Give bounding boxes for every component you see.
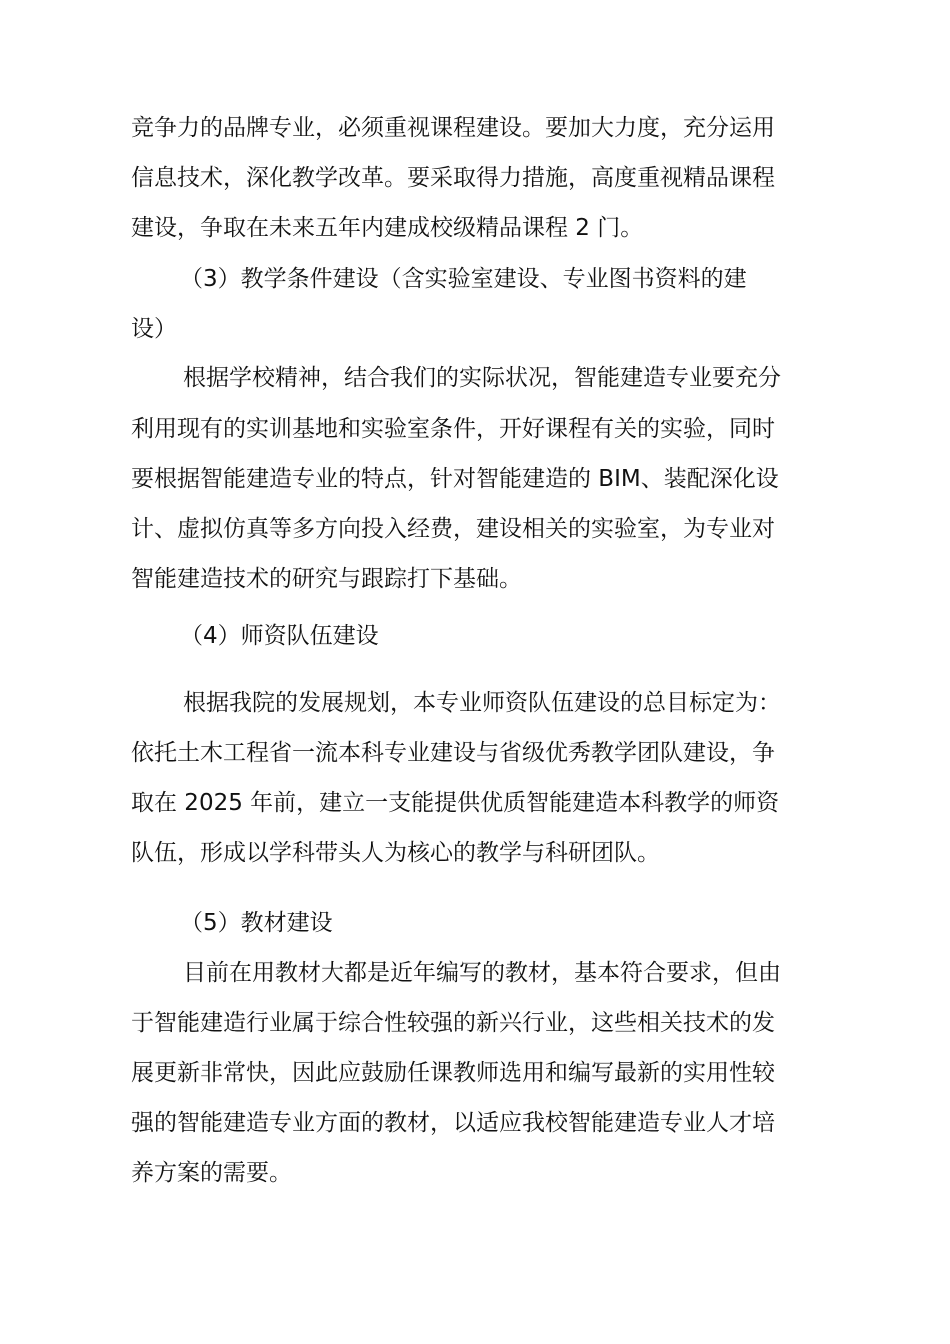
text-line: 养方案的需要。 <box>131 1160 292 1186</box>
text-line: 要根据智能建造专业的特点，针对智能建造的 BIM、装配深化设 <box>131 466 779 492</box>
text-line: 于智能建造行业属于综合性较强的新兴行业，这些相关技术的发 <box>131 1010 775 1036</box>
text-line: 依托土木工程省一流本科专业建设与省级优秀教学团队建设，争 <box>131 740 775 766</box>
text-line: 目前在用教材大都是近年编写的教材，基本符合要求，但由 <box>183 960 781 986</box>
text-line: 建设，争取在未来五年内建成校级精品课程 2 门。 <box>131 215 644 241</box>
section-heading-3-continued: 设） <box>131 316 177 342</box>
text-line: 信息技术，深化教学改革。要采取得力措施，高度重视精品课程 <box>131 165 775 191</box>
text-line: 展更新非常快，因此应鼓励任课教师选用和编写最新的实用性较 <box>131 1060 775 1086</box>
section-heading-4: （4）师资队伍建设 <box>180 623 379 649</box>
text-line: 利用现有的实训基地和实验室条件，开好课程有关的实验，同时 <box>131 416 775 442</box>
text-line: 竞争力的品牌专业，必须重视课程建设。要加大力度，充分运用 <box>131 115 775 141</box>
text-line: 根据我院的发展规划，本专业师资队伍建设的总目标定为： <box>183 690 781 716</box>
section-heading-3: （3）教学条件建设（含实验室建设、专业图书资料的建 <box>180 266 747 292</box>
text-line: 队伍，形成以学科带头人为核心的教学与科研团队。 <box>131 840 660 866</box>
text-line: 强的智能建造专业方面的教材，以适应我校智能建造专业人才培 <box>131 1110 775 1136</box>
text-line: 取在 2025 年前，建立一支能提供优质智能建造本科教学的师资 <box>131 790 780 816</box>
section-heading-5: （5）教材建设 <box>180 910 333 936</box>
text-line: 智能建造技术的研究与跟踪打下基础。 <box>131 566 522 592</box>
text-line: 根据学校精神，结合我们的实际状况，智能建造专业要充分 <box>183 365 781 391</box>
text-line: 计、虚拟仿真等多方向投入经费，建设相关的实验室，为专业对 <box>131 516 775 542</box>
